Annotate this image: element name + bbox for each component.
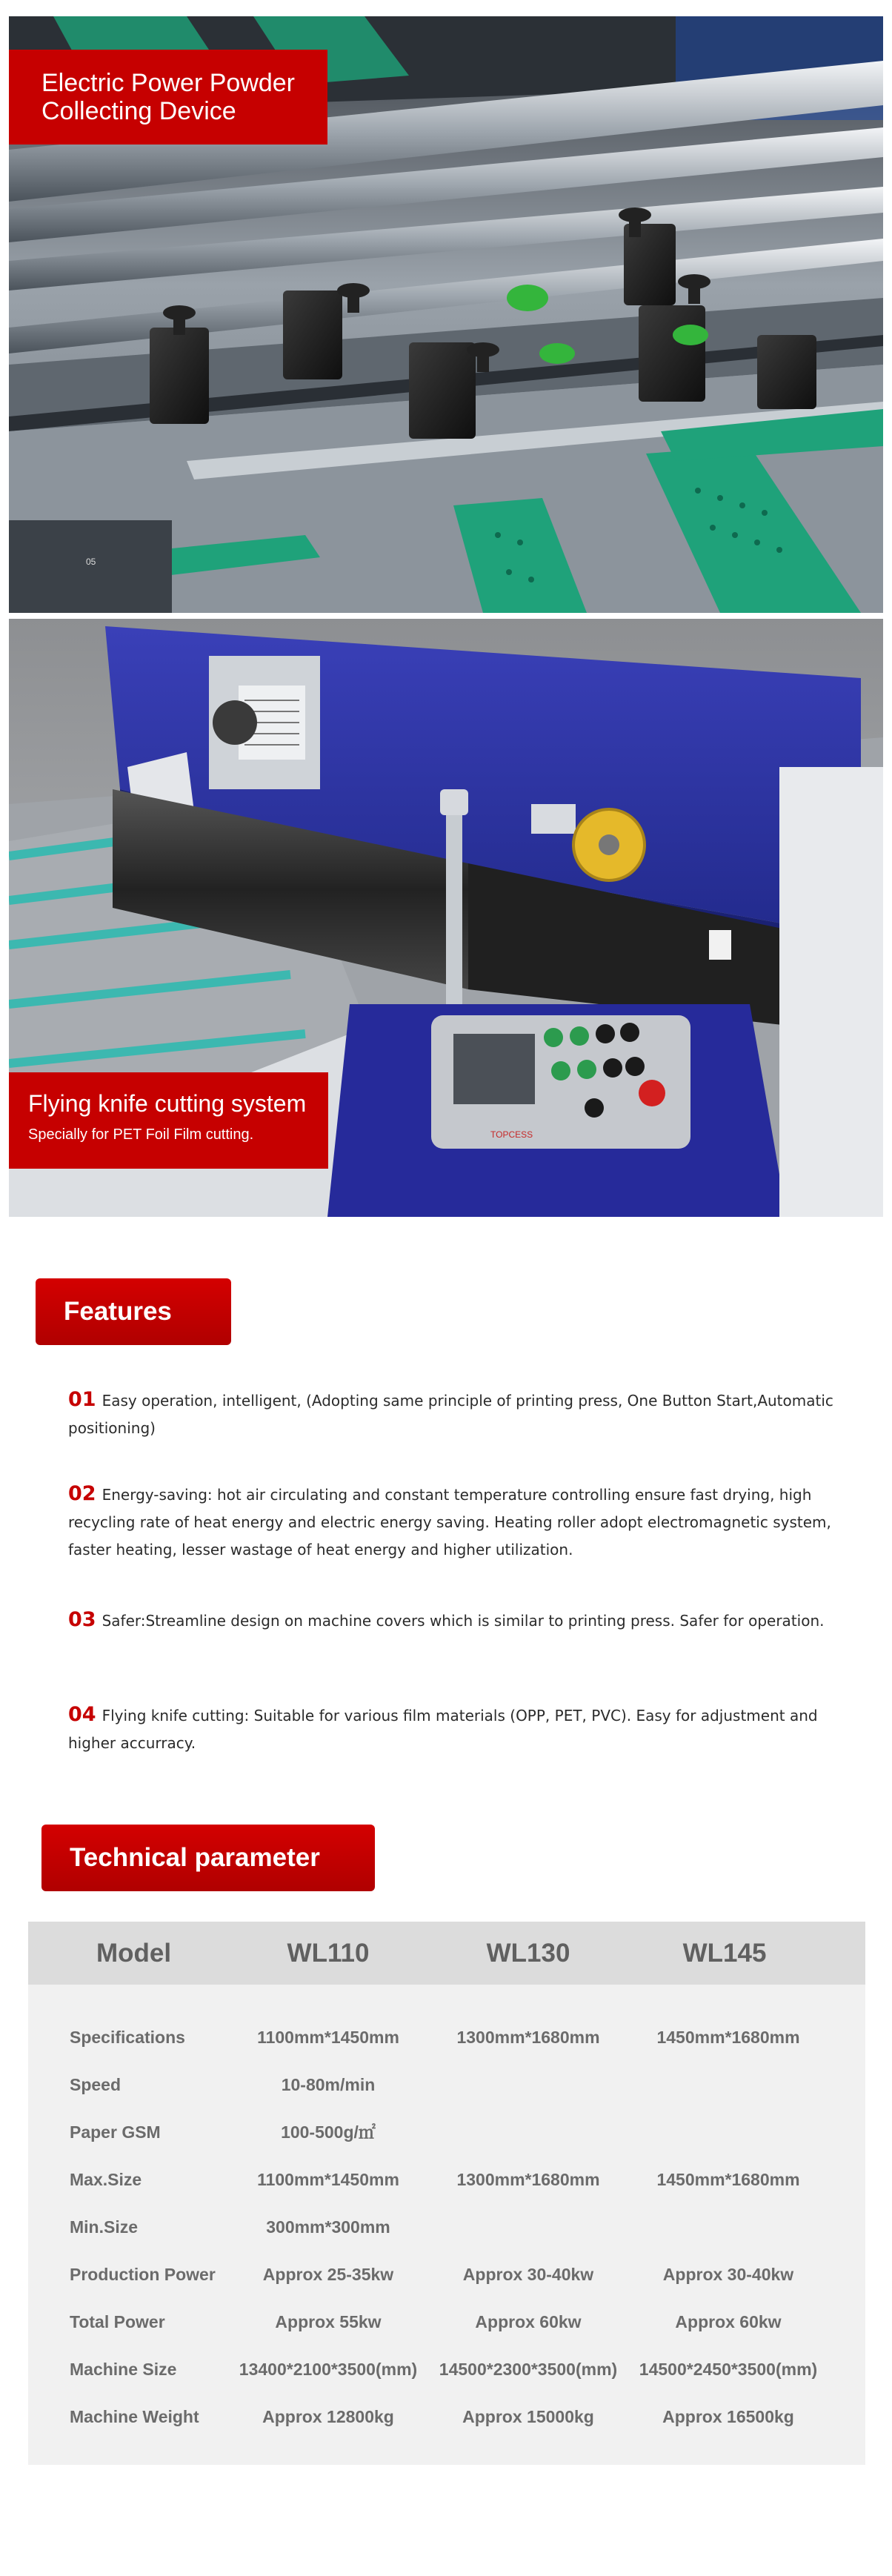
table-row xyxy=(28,2393,865,2440)
row-label: Production Power xyxy=(70,2265,216,2284)
cell: Approx 55kw xyxy=(275,2312,382,2331)
column-header: WL110 xyxy=(287,1939,370,1968)
feature-text: Easy operation, intelligent, (Adopting same principle of printing press, One Button Start,Automatic positioning) xyxy=(68,1392,833,1437)
row-label: Machine Size xyxy=(70,2360,177,2379)
cell: Approx 30-40kw xyxy=(662,2265,794,2284)
photo-caption-badge xyxy=(9,50,327,145)
tech-heading xyxy=(41,1825,375,1891)
row-label: Machine Weight xyxy=(70,2407,199,2426)
feature-number: 04 xyxy=(68,1703,96,1726)
feature-number: 02 xyxy=(68,1482,96,1505)
cell: Approx 12800kg xyxy=(262,2407,394,2426)
table-row xyxy=(28,2203,865,2251)
photo-caption-title: Flying knife cutting system xyxy=(28,1090,307,1117)
cell: Approx 15000kg xyxy=(462,2407,594,2426)
row-label: Total Power xyxy=(70,2312,165,2331)
table-row xyxy=(28,2156,865,2203)
cell xyxy=(417,2108,639,2156)
corner-number-label: 05 xyxy=(86,557,96,567)
flying-knife-cutting-photo xyxy=(9,619,883,1217)
cell: Approx 60kw xyxy=(675,2312,782,2331)
table-row xyxy=(28,2061,865,2108)
table-row xyxy=(28,2108,865,2156)
cell xyxy=(617,2061,839,2108)
cell xyxy=(417,2061,639,2108)
spec-table-header xyxy=(28,1922,865,1985)
row-label: Min.Size xyxy=(70,2217,139,2237)
table-row xyxy=(28,2346,865,2393)
cell: 1300mm*1680mm xyxy=(456,2028,600,2047)
table-row xyxy=(28,2251,865,2298)
feature-item xyxy=(68,1480,839,1564)
cell: 14500*2450*3500(mm) xyxy=(639,2360,818,2379)
cell: 14500*2300*3500(mm) xyxy=(439,2360,618,2379)
feature-item xyxy=(68,1606,839,1635)
cell: 1300mm*1680mm xyxy=(456,2170,600,2189)
cell: Approx 60kw xyxy=(475,2312,582,2331)
cell xyxy=(617,2108,839,2156)
features-heading-text: Features xyxy=(64,1297,172,1326)
powder-collecting-device-photo xyxy=(9,16,883,613)
table-row xyxy=(28,2014,865,2061)
feature-text: Safer:Streamline design on machine covers which is similar to printing press. Safer for operation. xyxy=(101,1612,825,1630)
feature-text: Flying knife cutting: Suitable for various film materials (OPP, PET, PVC). Easy for adjustment and higher accurracy. xyxy=(68,1707,818,1752)
row-label: Speed xyxy=(70,2075,122,2094)
cell xyxy=(417,2203,639,2251)
cell: 300mm*300mm xyxy=(266,2217,390,2237)
cell: Approx 30-40kw xyxy=(462,2265,594,2284)
row-label: Paper GSM xyxy=(70,2122,161,2142)
cell: Approx 25-35kw xyxy=(262,2265,394,2284)
feature-number: 01 xyxy=(68,1388,96,1411)
tech-heading-text: Technical parameter xyxy=(70,1843,320,1872)
table-row xyxy=(28,2298,865,2346)
cell: 10-80m/min xyxy=(281,2075,376,2094)
cell: 100-500g/㎡ xyxy=(281,2122,376,2142)
cell: 13400*2100*3500(mm) xyxy=(239,2360,418,2379)
feature-text: Energy-saving: hot air circulating and constant temperature controlling ensure fast drying, high recycling rate of heat energy and electric energy saving. Heating roller adopt electromagnetic system, faster heating, lesser wastage of heat energy and higher utilization. xyxy=(68,1486,831,1558)
feature-item xyxy=(68,1701,839,1757)
feature-item xyxy=(68,1386,839,1442)
column-header: Model xyxy=(96,1939,172,1968)
row-label: Specifications xyxy=(70,2028,185,2047)
row-label: Max.Size xyxy=(70,2170,142,2189)
cell: Approx 16500kg xyxy=(662,2407,794,2426)
brand-label: TOPCESS xyxy=(490,1129,533,1140)
features-heading xyxy=(36,1278,231,1345)
photo-caption-badge xyxy=(9,1072,328,1169)
cell xyxy=(617,2203,839,2251)
photo-caption-subtitle: Specially for PET Foil Film cutting. xyxy=(28,1126,254,1143)
column-header: WL145 xyxy=(682,1939,767,1968)
cell: 1450mm*1680mm xyxy=(656,2028,800,2047)
feature-number: 03 xyxy=(68,1608,96,1631)
spec-table xyxy=(28,1922,865,2465)
column-header: WL130 xyxy=(486,1939,570,1968)
cell: 1450mm*1680mm xyxy=(656,2170,800,2189)
cell: 1100mm*1450mm xyxy=(257,2028,399,2047)
cell: 1100mm*1450mm xyxy=(257,2170,399,2189)
photo-caption-text: Electric Power Powder Collecting Device xyxy=(41,69,296,125)
